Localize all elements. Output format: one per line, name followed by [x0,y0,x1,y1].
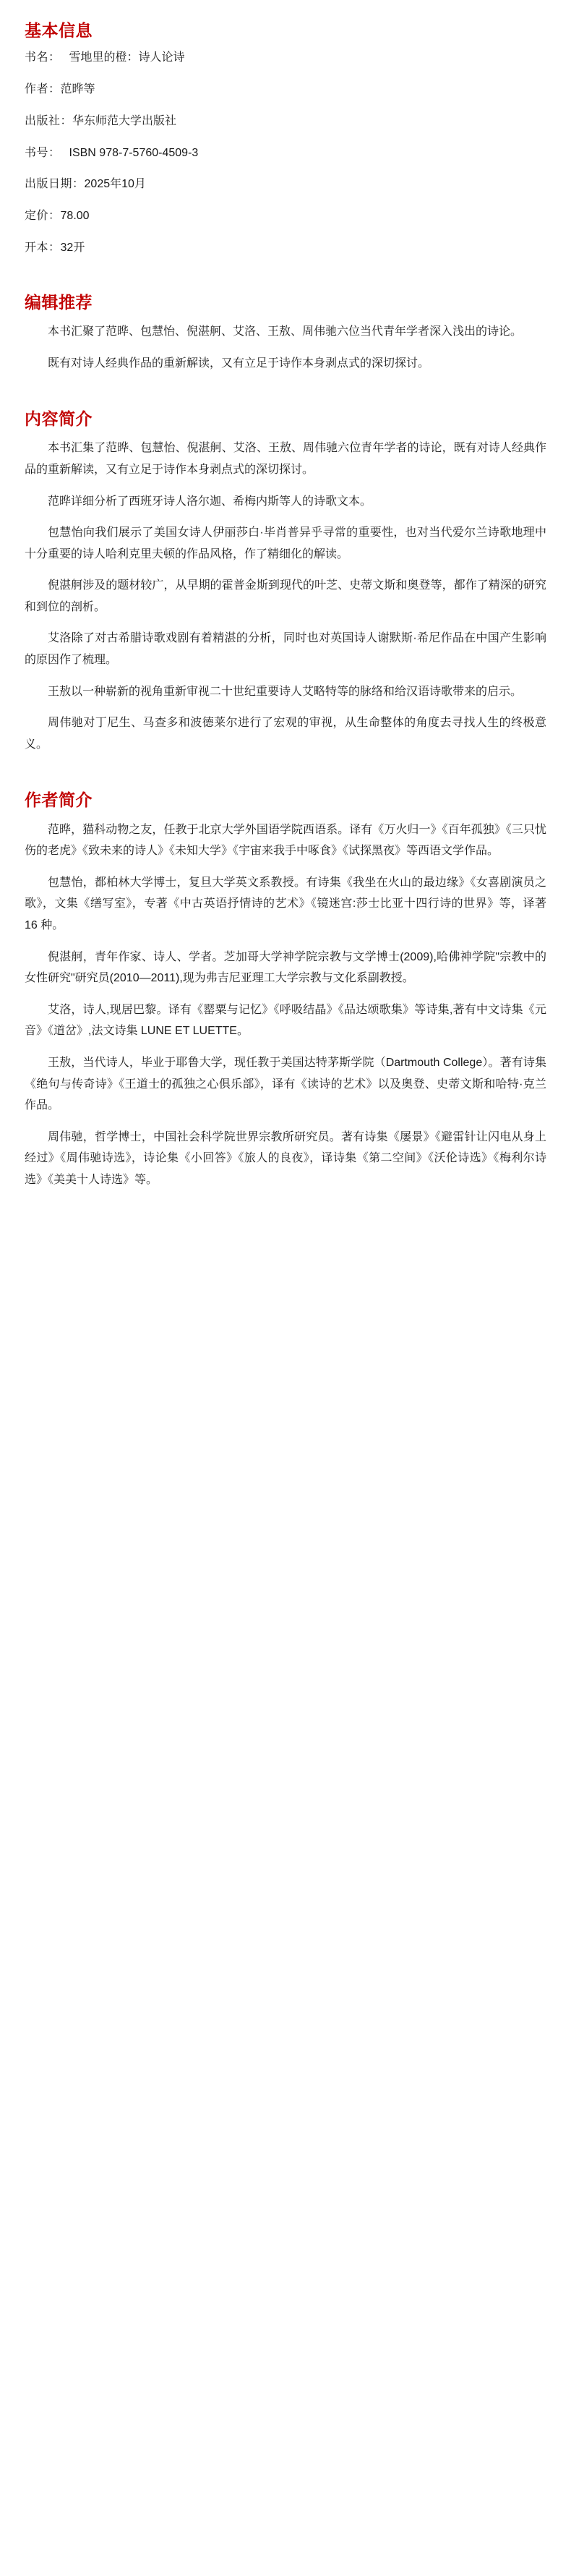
author-intro-paragraph: 包慧怡，都柏林大学博士，复旦大学英文系教授。有诗集《我坐在火山的最边缘》《女喜剧演员之歌》，文集《缮写室》，专著《中古英语抒情诗的艺术》《镜迷宫:莎士比亚十四行诗的世界》等，译著 16 种。 [25,876,546,932]
author-intro-paragraph: 范晔，猫科动物之友，任教于北京大学外国语学院西语系。译有《万火归一》《百年孤独》《三只忧伤的老虎》《致未来的诗人》《未知大学》《宇宙来我手中啄食》《试探黑夜》等西语文学作品。 [25,823,546,858]
info-line-price [25,208,546,226]
info-value-publisher: 华东师范大学出版社 [72,114,177,127]
author-intro-paragraph: 倪湛舸，青年作家、诗人、学者。芝加哥大学神学院宗教与文学博士(2009),哈佛神学院"宗教中的女性研究"研究员(2010—2011),现为弗吉尼亚理工大学宗教与文化系副教授。 [25,950,546,985]
info-value-pubdate: 2025年10月 [84,178,146,191]
editor-recommendation-paragraph: 本书汇聚了范晔、包慧怡、倪湛舸、艾洛、王敖、周伟驰六位当代青年学者深入浅出的诗论。 [48,325,523,338]
info-line-publisher [25,113,546,131]
info-value-price: 78.00 [60,210,90,223]
basic-info-section [25,19,546,257]
content-summary-paragraph: 王敖以一种崭新的视角重新审视二十世纪重要诗人艾略特等的脉络和给汉语诗歌带来的启示。 [48,685,523,698]
info-label-price: 定价： [25,210,61,223]
editor-recommendation-heading: 编辑推荐 [25,292,93,312]
info-label-format: 开本： [25,241,61,254]
info-label-publisher: 出版社： [25,114,73,127]
info-line-author [25,81,546,99]
content-summary-paragraph: 周伟驰对丁尼生、马查多和波德莱尔进行了宏观的审视，从生命整体的角度去寻找人生的终极意义。 [25,717,546,751]
editor-recommendation-section [25,291,546,374]
info-value-isbn: ISBN 978-7-5760-4509-3 [69,146,199,159]
info-line-title [25,49,546,67]
info-value-format: 32开 [60,241,85,254]
content-summary-paragraph: 包慧怡向我们展示了美国女诗人伊丽莎白·毕肖普异乎寻常的重要性，也对当代爱尔兰诗歌地理中十分重要的诗人哈利克里夫顿的作品风格，作了精细化的解读。 [25,526,546,560]
content-summary-paragraph: 范晔详细分析了西班牙诗人洛尔迦、希梅内斯等人的诗歌文本。 [48,495,372,508]
content-summary-heading: 内容简介 [25,409,93,429]
author-intro-paragraph: 艾洛，诗人,现居巴黎。译有《罂粟与记忆》《呼吸结晶》《品达颂歌集》等诗集,著有中文诗集《元音》《道岔》,法文诗集 LUNE ET LUETTE。 [25,1003,546,1038]
content-summary-section [25,407,546,755]
author-intro-section [25,788,546,1190]
author-intro-paragraph: 王敖，当代诗人，毕业于耶鲁大学，现任教于美国达特茅斯学院（Dartmouth College）。著有诗集《绝句与传奇诗》《王道士的孤独之心俱乐部》，译有《读诗的艺术》以及奥登、史蒂文斯和哈特·克兰作品。 [25,1056,546,1112]
info-line-format [25,239,546,257]
info-line-pubdate [25,176,546,194]
info-line-isbn [25,145,546,163]
content-summary-paragraph: 艾洛除了对古希腊诗歌戏剧有着精湛的分析，同时也对英国诗人谢默斯·希尼作品在中国产生影响的原因作了梳理。 [25,632,546,667]
author-intro-paragraph: 周伟驰，哲学博士，中国社会科学院世界宗教所研究员。著有诗集《屡景》《避雷针让闪电从身上经过》《周伟驰诗选》，诗论集《小回答》《旅人的良夜》，译诗集《第二空间》《沃伦诗选》《梅利尔诗选》《美美十人诗选》等。 [25,1130,546,1186]
author-intro-heading: 作者简介 [25,790,93,810]
info-label-author: 作者： [25,82,61,95]
info-value-title: 雪地里的橙：诗人论诗 [69,51,185,64]
content-summary-paragraph: 本书汇集了范晔、包慧怡、倪湛舸、艾洛、王敖、周伟驰六位青年学者的诗论，既有对诗人经典作品的重新解读，又有立足于诗作本身剥点式的深切探讨。 [25,442,546,476]
info-label-pubdate: 出版日期： [25,178,85,191]
info-label-isbn: 书号： [25,146,61,159]
content-summary-paragraph: 倪湛舸涉及的题材较广，从早期的霍普金斯到现代的叶芝、史蒂文斯和奥登等，都作了精深的研究和到位的剖析。 [25,579,546,613]
basic-info-heading: 基本信息 [25,21,93,40]
info-label-title: 书名： [25,51,61,64]
editor-recommendation-paragraph: 既有对诗人经典作品的重新解读，又有立足于诗作本身剥点式的深切探讨。 [48,357,430,370]
info-value-author: 范晔等 [60,82,95,95]
